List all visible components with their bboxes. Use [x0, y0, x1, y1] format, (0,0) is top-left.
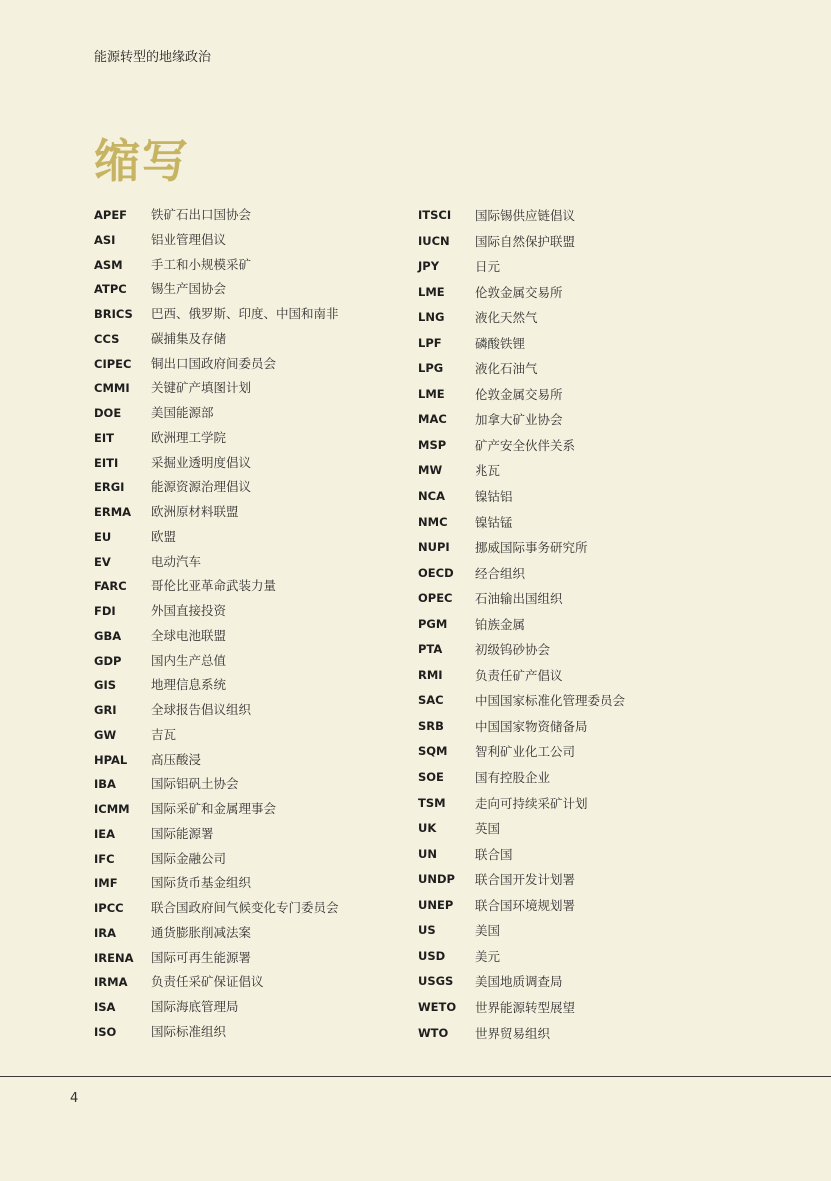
abbreviation-entry [418, 637, 738, 663]
abbreviation-entry [94, 624, 414, 649]
abbreviation-entry [418, 969, 738, 995]
abbreviation-code: PTA [418, 642, 443, 657]
abbreviation-term: 欧洲原材料联盟 [151, 504, 239, 519]
abbreviation-entry [94, 500, 414, 525]
abbreviation-entry [94, 772, 414, 797]
abbreviation-code: SQM [418, 744, 448, 759]
abbreviation-term: 液化天然气 [475, 310, 538, 326]
abbreviation-term: 美国地质调查局 [475, 974, 563, 990]
abbreviation-code: GRI [94, 703, 117, 717]
abbreviation-code: ICMM [94, 802, 130, 816]
abbreviation-entry [94, 970, 414, 995]
abbreviation-code: ASI [94, 232, 116, 247]
abbreviation-entry [418, 944, 738, 970]
abbreviation-entry [94, 376, 414, 401]
abbreviation-entry [94, 723, 414, 748]
abbreviation-entry [94, 797, 414, 822]
abbreviation-entry [94, 896, 414, 921]
abbreviation-entry [94, 475, 414, 500]
abbreviation-code: NCA [418, 489, 445, 504]
abbreviation-code: PGM [418, 616, 448, 631]
abbreviation-term: 国际标准组织 [151, 1023, 227, 1039]
abbreviation-code: APEF [94, 208, 128, 222]
abbreviation-code: OECD [418, 565, 454, 580]
abbreviation-term: 世界能源转型展望 [475, 999, 576, 1015]
abbreviation-code: ISA [94, 1000, 116, 1014]
abbreviation-entry [418, 765, 738, 791]
abbreviation-term: 铝业管理倡议 [151, 231, 227, 247]
abbreviation-entry [418, 203, 738, 229]
abbreviation-term: 伦敦金属交易所 [475, 386, 563, 402]
abbreviation-term: 国际锡供应链倡议 [475, 208, 576, 223]
abbreviation-term: 智利矿业化工公司 [475, 744, 576, 760]
abbreviation-entry [94, 401, 414, 426]
abbreviation-code: USD [418, 948, 446, 963]
abbreviation-code: HPAL [94, 752, 128, 767]
running-header-title: 能源转型的地缘政治 [94, 50, 212, 65]
abbreviation-code: GIS [94, 678, 117, 693]
abbreviation-code: GDP [94, 653, 122, 668]
abbreviation-term: 国际可再生能源署 [151, 949, 252, 965]
abbreviation-entry [94, 352, 414, 377]
abbreviation-code: IUCN [418, 233, 450, 248]
abbreviation-term: 哥伦比亚革命武装力量 [151, 578, 277, 594]
abbreviation-entry [94, 574, 414, 599]
abbreviation-term: 吉瓦 [151, 726, 177, 742]
abbreviation-code: IRMA [94, 975, 128, 990]
abbreviation-entry [94, 871, 414, 896]
abbreviation-entry [418, 918, 738, 944]
abbreviation-entry [418, 280, 738, 306]
abbreviation-code: IMF [94, 876, 118, 891]
abbreviation-entry [418, 1021, 738, 1047]
abbreviation-term: 兆瓦 [475, 463, 501, 479]
abbreviation-entry [418, 842, 738, 868]
abbreviation-entry [94, 327, 414, 352]
abbreviation-entry [418, 535, 738, 561]
abbreviation-entry [94, 203, 414, 228]
abbreviation-entry [418, 254, 738, 280]
abbreviation-term: 能源资源治理倡议 [151, 479, 252, 495]
abbreviation-code: GW [94, 727, 117, 742]
abbreviation-entry [418, 433, 738, 459]
abbreviation-code: EITI [94, 455, 119, 470]
abbreviation-entry [418, 331, 738, 357]
abbreviation-code: OPEC [418, 591, 453, 606]
abbreviation-entry [418, 612, 738, 638]
abbreviation-code: LNG [418, 310, 445, 325]
abbreviation-code: SOE [418, 770, 444, 785]
abbreviation-term: 镍钴锰 [475, 514, 513, 530]
abbreviation-code: ISO [94, 1024, 117, 1039]
abbreviation-code: LPG [418, 361, 444, 376]
abbreviation-entry [418, 458, 738, 484]
abbreviation-entry [418, 663, 738, 689]
abbreviation-code: DOE [94, 406, 122, 420]
abbreviation-code: CIPEC [94, 356, 132, 371]
abbreviation-term: 巴西、俄罗斯、印度、中国和南非 [151, 306, 339, 321]
abbreviation-term: 联合国 [475, 846, 513, 862]
abbreviation-code: NUPI [418, 540, 450, 555]
abbreviation-code: FARC [94, 579, 127, 594]
abbreviation-term: 碳捕集及存储 [151, 330, 227, 346]
abbreviation-code: ERGI [94, 480, 125, 495]
abbreviation-term: 国内生产总值 [151, 652, 227, 668]
abbreviation-term: 铂族金属 [475, 616, 526, 632]
abbreviation-entry [418, 893, 738, 919]
abbreviation-entry [94, 599, 414, 624]
abbreviation-entry [418, 688, 738, 714]
abbreviation-code: RMI [418, 667, 443, 682]
abbreviation-code: UK [418, 821, 437, 836]
abbreviation-term: 铜出口国政府间委员会 [151, 355, 277, 371]
abbreviation-code: IFC [94, 851, 115, 866]
abbreviation-term: 关键矿产填图计划 [151, 380, 252, 396]
abbreviation-term: 中国国家物资储备局 [475, 718, 588, 734]
abbreviation-entry [94, 921, 414, 946]
abbreviation-term: 高压酸浸 [151, 751, 202, 767]
abbreviation-code: IRA [94, 925, 117, 940]
abbreviation-term: 初级钨砂协会 [475, 642, 551, 658]
abbreviation-code: WTO [418, 1025, 449, 1040]
abbreviation-term: 电动汽车 [151, 553, 202, 569]
abbreviation-entry [94, 748, 414, 773]
abbreviation-column-left [94, 203, 414, 1045]
abbreviation-code: MW [418, 463, 443, 478]
abbreviation-entry [94, 822, 414, 847]
abbreviation-entry [418, 382, 738, 408]
abbreviation-term: 国际自然保护联盟 [475, 233, 576, 249]
abbreviation-term: 国际货币基金组织 [151, 875, 252, 891]
abbreviation-entry [418, 561, 738, 587]
abbreviation-term: 联合国环境规划署 [475, 897, 576, 913]
abbreviation-term: 液化石油气 [475, 361, 538, 377]
abbreviation-term: 美国 [475, 923, 501, 939]
abbreviation-code: GBA [94, 628, 122, 643]
abbreviation-entry [94, 649, 414, 674]
abbreviation-term: 欧盟 [151, 528, 177, 544]
abbreviation-entry [94, 698, 414, 723]
abbreviation-term: 国际金融公司 [151, 850, 227, 866]
abbreviation-term: 石油输出国组织 [475, 591, 563, 607]
abbreviation-column-right [418, 203, 738, 1046]
abbreviation-entry [94, 995, 414, 1020]
abbreviation-term: 镍钴铝 [475, 489, 513, 505]
abbreviation-term: 负责任矿产倡议 [475, 667, 563, 683]
abbreviation-code: WETO [418, 999, 457, 1014]
abbreviation-term: 矿产安全伙伴关系 [475, 437, 576, 453]
abbreviation-term: 中国国家标准化管理委员会 [475, 693, 626, 709]
abbreviation-term: 走向可持续采矿计划 [475, 795, 588, 811]
abbreviation-term: 全球电池联盟 [151, 627, 227, 643]
abbreviation-code: EV [94, 554, 111, 569]
abbreviation-term: 伦敦金属交易所 [475, 284, 563, 300]
abbreviation-code: CCS [94, 331, 120, 346]
abbreviation-code: ATPC [94, 282, 127, 297]
abbreviation-term: 采掘业透明度倡议 [151, 454, 252, 470]
abbreviation-code: ERMA [94, 505, 132, 519]
abbreviation-term: 挪威国际事务研究所 [475, 540, 588, 556]
abbreviation-term: 国际海底管理局 [151, 999, 239, 1014]
abbreviation-code: MAC [418, 412, 447, 427]
abbreviation-code: CMMI [94, 381, 130, 396]
abbreviation-entry [94, 302, 414, 327]
abbreviation-term: 日元 [475, 259, 501, 275]
abbreviation-entry [94, 847, 414, 872]
abbreviation-term: 世界贸易组织 [475, 1025, 551, 1041]
page-number: 4 [70, 1091, 79, 1106]
abbreviation-code: IEA [94, 826, 116, 841]
footer-divider [0, 1076, 831, 1077]
abbreviation-entry [94, 451, 414, 476]
abbreviation-term: 美元 [475, 948, 501, 964]
abbreviation-code: IBA [94, 777, 116, 792]
abbreviation-term: 加拿大矿业协会 [475, 412, 563, 428]
abbreviation-entry [418, 407, 738, 433]
abbreviation-code: SAC [418, 693, 444, 708]
abbreviation-code: UNDP [418, 872, 455, 887]
section-title: 缩写 [94, 134, 190, 188]
abbreviation-entry [418, 995, 738, 1021]
abbreviation-code: SRB [418, 718, 444, 733]
abbreviation-code: NMC [418, 514, 448, 529]
abbreviation-entry [418, 816, 738, 842]
abbreviation-entry [94, 673, 414, 698]
abbreviation-term: 经合组织 [475, 565, 526, 581]
abbreviation-term: 国际铝矾土协会 [151, 776, 239, 792]
abbreviation-term: 欧洲理工学院 [151, 429, 227, 445]
abbreviation-code: US [418, 923, 436, 938]
abbreviation-term: 国有控股企业 [475, 770, 551, 786]
abbreviation-entry [94, 1020, 414, 1045]
abbreviation-entry [418, 484, 738, 510]
abbreviation-entry [418, 791, 738, 817]
abbreviation-code: JPY [418, 259, 440, 274]
abbreviation-term: 联合国政府间气候变化专门委员会 [151, 900, 339, 915]
abbreviation-entry [94, 946, 414, 971]
abbreviation-entry [94, 426, 414, 451]
abbreviation-term: 美国能源部 [151, 405, 214, 420]
abbreviation-code: IPCC [94, 901, 124, 915]
abbreviation-code: FDI [94, 604, 116, 618]
abbreviation-term: 铁矿石出口国协会 [151, 207, 252, 222]
abbreviation-term: 手工和小规模采矿 [151, 256, 252, 272]
abbreviation-term: 磷酸铁锂 [475, 335, 526, 351]
abbreviation-entry [94, 253, 414, 278]
abbreviation-code: ITSCI [418, 208, 452, 222]
abbreviation-code: BRICS [94, 307, 133, 321]
abbreviation-entry [418, 739, 738, 765]
abbreviation-entry [418, 305, 738, 331]
abbreviation-entry [418, 229, 738, 255]
abbreviation-code: ASM [94, 257, 123, 272]
abbreviation-term: 负责任采矿保证倡议 [151, 974, 264, 990]
abbreviation-entry [94, 525, 414, 550]
abbreviation-term: 全球报告倡议组织 [151, 702, 252, 717]
abbreviation-code: LPF [418, 335, 442, 350]
abbreviation-term: 通货膨胀削减法案 [151, 924, 252, 940]
abbreviation-entry [418, 714, 738, 740]
abbreviation-code: UN [418, 846, 437, 861]
abbreviation-code: EIT [94, 430, 114, 445]
abbreviation-entry [94, 550, 414, 575]
abbreviation-entry [418, 867, 738, 893]
abbreviation-entry [94, 277, 414, 302]
abbreviation-term: 锡生产国协会 [151, 281, 227, 297]
abbreviation-term: 国际采矿和金属理事会 [151, 801, 277, 816]
abbreviation-code: LME [418, 284, 445, 299]
abbreviation-code: MSP [418, 437, 447, 452]
abbreviation-code: EU [94, 529, 112, 544]
abbreviation-code: LME [418, 386, 445, 401]
abbreviation-code: USGS [418, 974, 454, 989]
abbreviation-entry [418, 510, 738, 536]
abbreviation-code: IRENA [94, 950, 134, 965]
abbreviation-code: TSM [418, 795, 446, 810]
abbreviation-code: UNEP [418, 897, 454, 912]
abbreviation-entry [418, 356, 738, 382]
abbreviation-entry [418, 586, 738, 612]
abbreviation-term: 地理信息系统 [151, 677, 227, 693]
abbreviation-term: 联合国开发计划署 [475, 872, 576, 888]
abbreviation-term: 外国直接投资 [151, 603, 227, 618]
abbreviation-entry [94, 228, 414, 253]
abbreviation-term: 英国 [475, 821, 501, 837]
abbreviation-term: 国际能源署 [151, 825, 214, 841]
